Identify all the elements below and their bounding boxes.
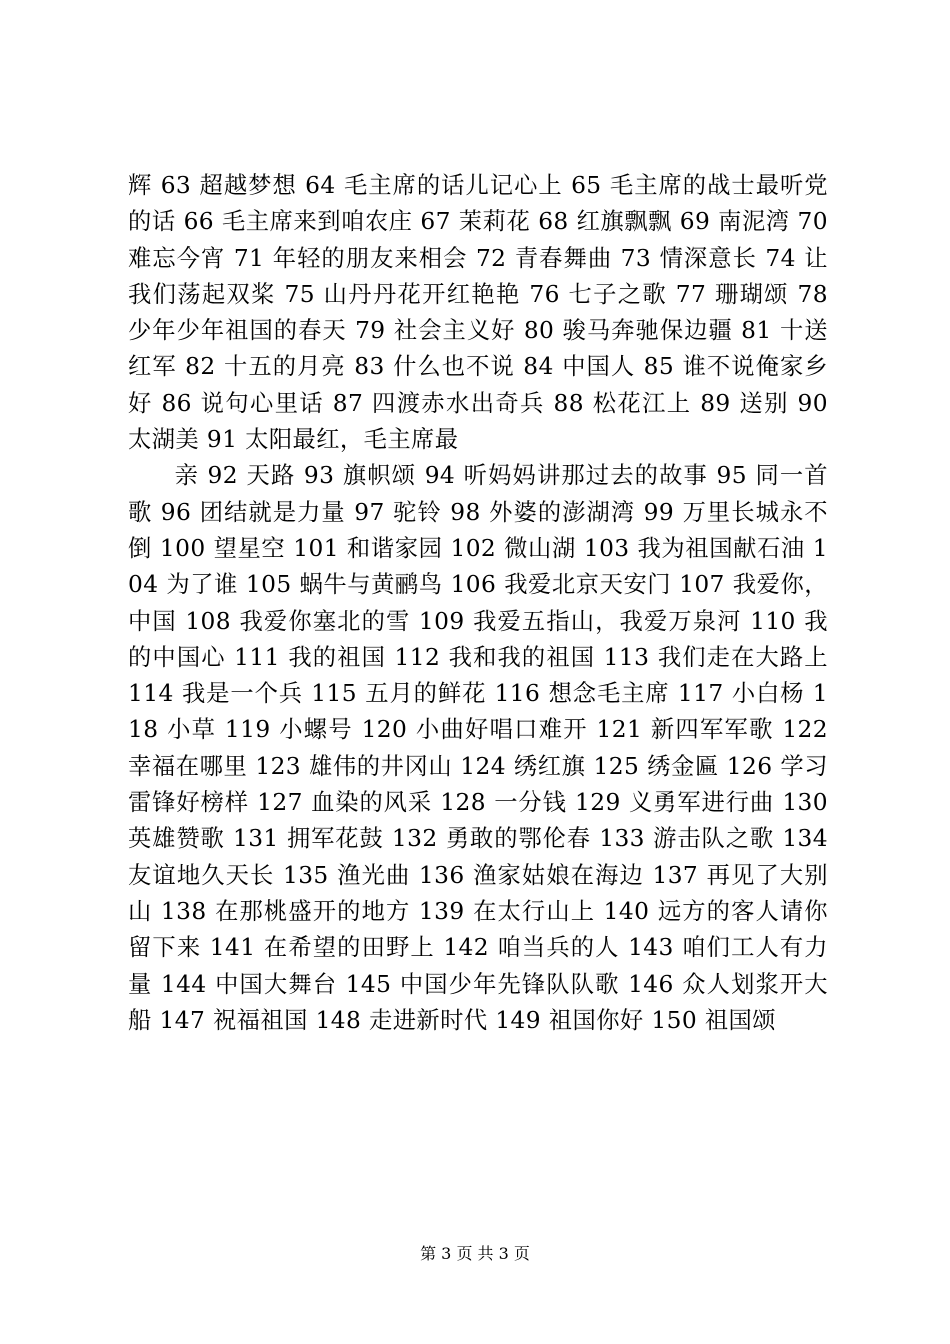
document-body [128,168,828,1039]
paragraph-song-list-2: 亲 92 天路 93 旗帜颂 94 听妈妈讲那过去的故事 95 同一首歌 96 团结就是力量 97 驼铃 98 外婆的澎湖湾 99 万里长城永不倒 100 望星空 101 和谐家园 102 微山湖 103 我为祖国献石油 104 为了谁 105 蜗牛与黄鹂鸟 106 我爱北京天安门 107 我爱你，中国 108 我爱你塞北的雪 109 我爱五指山，我爱万泉河 110 我的中国心 111 我的祖国 112 我和我的祖国 113 我们走在大路上 114 我是一个兵 115 五月的鲜花 116 想念毛主席 117 小白杨 118 小草 119 小螺号 120 小曲好唱口难开 121 新四军军歌 122 幸福在哪里 123 雄伟的井冈山 124 绣红旗 125 绣金匾 126 学习雷锋好榜样 127 血染的风采 128 一分钱 129 义勇军进行曲 130 英雄赞歌 131 拥军花鼓 132 勇敢的鄂伦春 133 游击队之歌 134 友谊地久天长 135 渔光曲 136 渔家姑娘在海边 137 再见了大别山 138 在那桃盛开的地方 139 在太行山上 140 远方的客人请你留下来 141 在希望的田野上 142 咱当兵的人 143 咱们工人有力量 144 中国大舞台 145 中国少年先锋队队歌 146 众人划浆开大船 147 祝福祖国 148 走进新时代 149 祖国你好 150 祖国颂 [128,462,828,1034]
page-number-indicator: 第 3 页 共 3 页 [420,1244,530,1263]
page-footer [0,1244,950,1264]
paragraph-song-list-1: 辉 63 超越梦想 64 毛主席的话儿记心上 65 毛主席的战士最听党的话 66 毛主席来到咱农庄 67 茉莉花 68 红旗飘飘 69 南泥湾 70 难忘今宵 71 年轻的朋友来相会 72 青春舞曲 73 情深意长 74 让我们荡起双桨 75 山丹丹花开红艳艳 76 七子之歌 77 珊瑚颂 78 少年少年祖国的春天 79 社会主义好 80 骏马奔驰保边疆 81 十送红军 82 十五的月亮 83 什么也不说 84 中国人 85 谁不说俺家乡好 86 说句心里话 87 四渡赤水出奇兵 88 松花江上 89 送别 90 太湖美 91 太阳最红，毛主席最 [128,172,828,454]
